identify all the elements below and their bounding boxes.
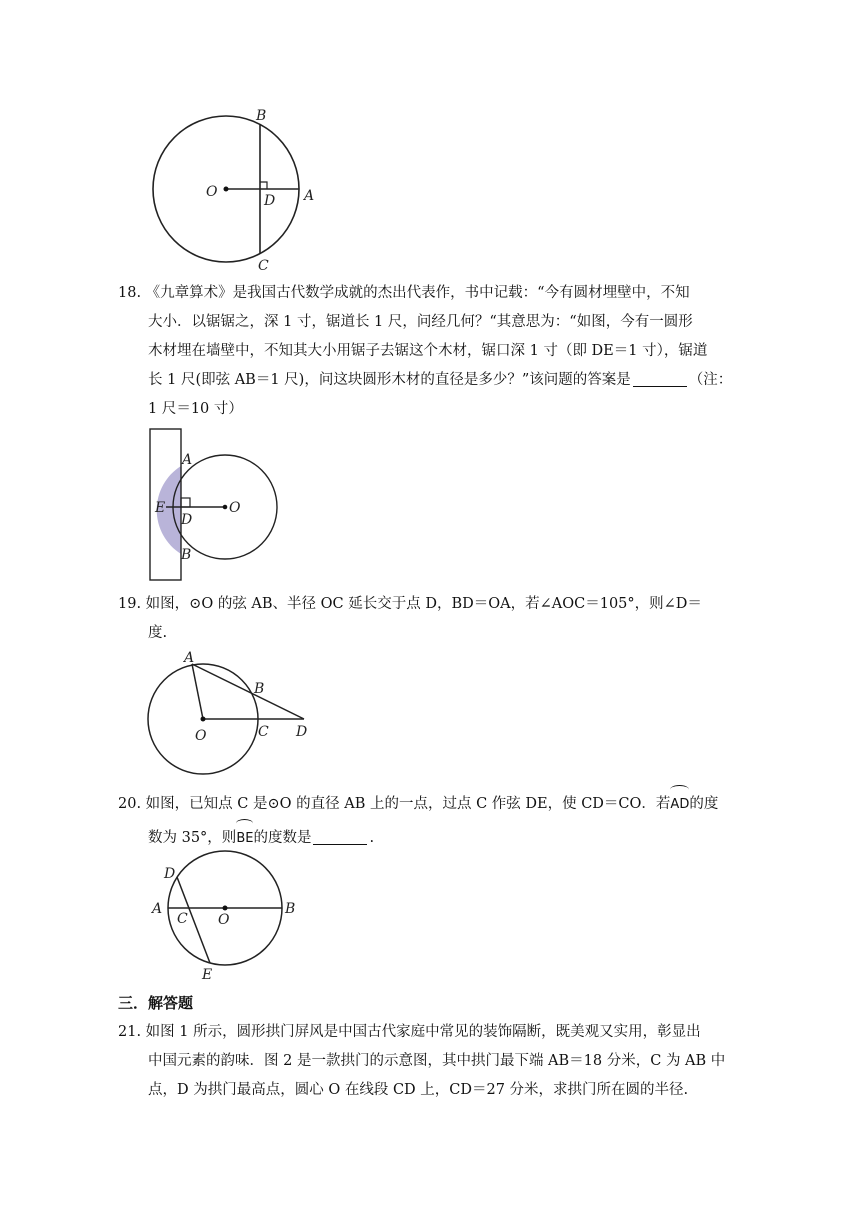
question-text: 的度数是 xyxy=(253,830,312,846)
label-e: E xyxy=(202,967,213,982)
label-b: B xyxy=(254,681,265,697)
question-text: 木材埋在墙壁中，不知其大小用锯子去锯这个木材，锯口深 1 寸（即 DE＝1 寸），锯道 xyxy=(148,343,708,359)
label-e: E xyxy=(155,500,166,516)
right-angle-mark xyxy=(181,498,190,507)
label-d: D xyxy=(181,512,193,528)
label-o: O xyxy=(218,912,230,928)
question-number: 20. xyxy=(118,796,142,812)
center-point xyxy=(223,906,228,911)
label-d: D xyxy=(264,193,276,209)
question-text: 如图，已知点 C 是⊙O 的直径 AB 上的一点，过点 C 作弦 DE，使 CD＝CO．若 xyxy=(145,796,671,812)
label-o: O xyxy=(195,728,207,744)
arc-ad: AD xyxy=(670,785,689,819)
center-point xyxy=(223,505,228,510)
figure-q19 xyxy=(140,648,320,778)
section-heading: 三．解答题 xyxy=(118,994,194,1012)
label-o: O xyxy=(229,500,241,516)
question-text: （注： xyxy=(688,372,733,388)
label-a: A xyxy=(184,650,195,666)
question-text: 《九章算术》是我国古代数学成就的杰出代表作，书中记载：“今有圆材埋壁中，不知 xyxy=(145,285,690,301)
right-angle-mark xyxy=(260,182,267,189)
question-text: 度. xyxy=(148,625,168,641)
question-21 xyxy=(118,1018,738,1105)
center-point xyxy=(224,187,229,192)
label-a: A xyxy=(304,188,315,204)
question-text: 点，D 为拱门最高点，圆心 O 在线段 CD 上，CD＝27 分米，求拱门所在圆的半径. xyxy=(148,1082,689,1098)
question-number: 21. xyxy=(118,1024,142,1040)
label-c: C xyxy=(177,911,188,927)
figure-q18 xyxy=(146,426,286,584)
question-text: 长 1 尺(即弦 AB＝1 尺)，问这块圆形木材的直径是多少？”该问题的答案是 xyxy=(148,372,631,388)
question-19 xyxy=(118,590,738,648)
center-point xyxy=(201,717,206,722)
label-b: B xyxy=(285,901,296,917)
question-text: 数为 35°，则 xyxy=(148,830,237,846)
figure-q20 xyxy=(146,846,306,982)
question-18 xyxy=(118,279,738,424)
answer-blank[interactable] xyxy=(313,828,367,845)
question-text: 如图 1 所示，圆形拱门屏风是中国古代家庭中常见的装饰隔断，既美观又实用，彰显出 xyxy=(145,1024,701,1040)
label-a: A xyxy=(182,452,193,468)
label-c: C xyxy=(258,258,269,274)
segment-oa xyxy=(192,664,203,719)
question-number: 19. xyxy=(118,596,142,612)
segment-ad xyxy=(192,664,304,719)
question-text: 如图，⊙O 的弦 AB、半径 OC 延长交于点 D，BD＝OA，若∠AOC＝105°，则∠D＝ xyxy=(145,596,702,612)
figure-q17 xyxy=(140,100,330,280)
answer-blank[interactable] xyxy=(633,370,687,387)
label-c: C xyxy=(258,724,269,740)
label-a: A xyxy=(152,901,163,917)
question-text: 大小．以锯锯之，深 1 寸，锯道长 1 尺，问经几何？“其意思为：“如图，今有一圆形 xyxy=(148,314,693,330)
arc-be: BE xyxy=(236,819,253,853)
question-text: 中国元素的韵味．图 2 是一款拱门的示意图，其中拱门最下端 AB＝18 分米，C 为 AB 中 xyxy=(148,1053,726,1069)
label-d: D xyxy=(296,724,308,740)
question-text: 1 尺＝10 寸） xyxy=(148,401,243,417)
label-b: B xyxy=(256,108,267,124)
question-text: . xyxy=(369,830,375,846)
label-b: B xyxy=(181,547,192,563)
label-o: O xyxy=(206,184,218,200)
question-number: 18. xyxy=(118,285,142,301)
question-20 xyxy=(118,785,738,853)
question-text: 的度 xyxy=(689,796,719,812)
label-d: D xyxy=(164,866,176,882)
